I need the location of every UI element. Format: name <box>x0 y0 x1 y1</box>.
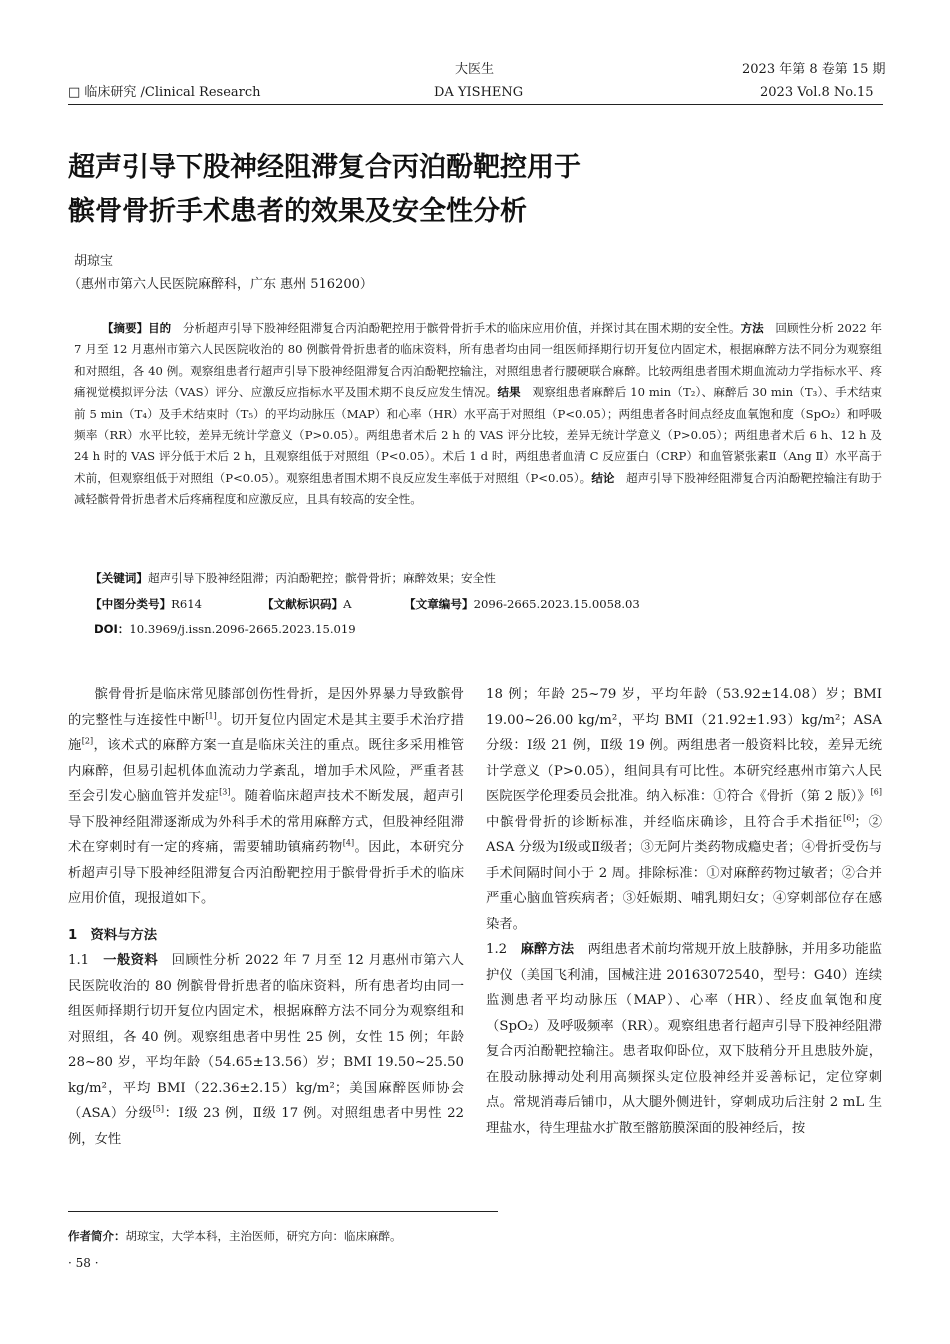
journal-name-cn: 大医生 <box>455 62 495 77</box>
continued-text-b: 中髌骨骨折的诊断标准，并经临床确诊，且符合手术指征 <box>486 814 844 830</box>
clc-value: R614 <box>171 597 203 611</box>
section-1-2-title: 麻醉方法 <box>520 942 575 957</box>
section-1-1-paragraph <box>68 948 464 1152</box>
methods-label: 方法 <box>740 321 764 335</box>
ref-2: [2] <box>81 736 94 746</box>
section-1-2-text: 两组患者术前均常规开放上肢静脉，并用多功能监护仪（美国飞利浦，国械注进 20163072540，型号：G40）连续监测患者平均动脉压（MAP）、心率（HR）、经皮血氧饱和度（SpO₂）及呼吸频率（RR）。观察组患者行超声引导下股神经阻滞复合丙泊酚靶控输注。患者取仰卧位，双下肢稍分开且患肢外旋，在股动脉搏动处利用高频探头定位股神经并妥善标记，定位穿刺点。常规消毒后铺巾，从大腿外侧进针，穿刺成功后注射 2 mL 生理盐水，待生理盐水扩散至髂筋膜深面的股神经后，按 <box>486 942 883 1136</box>
section-1-2-number: 1.2 <box>486 942 521 957</box>
title-line-1: 超声引导下股神经阻滞复合丙泊酚靶控用于 <box>68 152 581 183</box>
conclusion-label: 结论 <box>591 470 615 485</box>
ref-6b: [6] <box>843 813 855 823</box>
abstract <box>74 318 882 511</box>
ref-5: [5] <box>152 1104 164 1114</box>
affiliation: （惠州市第六人民医院麻醉科，广东 惠州 516200） <box>68 277 373 292</box>
results-label: 结果 <box>497 385 521 400</box>
section-1-1-title: 一般资料 <box>103 953 159 968</box>
author-note-label: 作者简介： <box>68 1229 126 1243</box>
body-right-column <box>486 682 882 1141</box>
doi <box>94 620 356 638</box>
issue-cn: 2023 年第 8 卷第 15 期 <box>742 62 886 77</box>
abstract-label: 【摘要】目的 <box>102 321 172 335</box>
journal-name-en: DA YISHENG <box>434 85 524 100</box>
section-1-2-paragraph <box>486 937 882 1141</box>
title-line-2: 髌骨骨折手术患者的效果及安全性分析 <box>68 196 527 227</box>
keywords-label: 【关键词】 <box>90 571 148 585</box>
section-1-heading: 1 资料与方法 <box>68 927 158 943</box>
doi-label: DOI： <box>94 622 130 636</box>
clc-label: 【中图分类号】 <box>90 597 172 611</box>
clc <box>90 595 202 613</box>
intro-text-3: ，该术式的麻醉方案一直是临床关注的重点。既往多采用椎管内麻醉，但易引起机体血流动力学紊乱，增加手术风险，严重者甚至会引发心脑血管并发症 <box>68 738 465 804</box>
footnote-rule <box>68 1211 498 1212</box>
abstract-objective: 分析超声引导下股神经阻滞复合丙泊酚靶控用于髌骨骨折手术的临床应用价值，并探讨其在围术期的安全性。 <box>182 321 741 335</box>
section-label: □ 临床研究 /Clinical Research <box>68 85 261 100</box>
doc-code-value: A <box>343 597 352 611</box>
continued-text-a: 18 例；年龄 25~79 岁，平均年龄（53.92±14.08）岁；BMI 19.00~26.00 kg/m²，平均 BMI（21.92±1.93）kg/m²；ASA 分级：Ⅰ级 21 例，Ⅱ级 19 例。两组患者一般资料比较，差异无统计学意义（P>0.05），组间具有可比性。本研究经惠州市第六人民医院医学伦理委员会批准。纳入标准：①符合《骨折（第 2 版）》 <box>486 687 882 804</box>
author: 胡琼宝 <box>74 254 114 269</box>
body-left-column <box>68 682 464 1152</box>
article-no-label: 【文章编号】 <box>404 597 474 611</box>
section-1-1-text-a: 回顾性分析 2022 年 7 月至 12 月惠州市第六人民医院收治的 80 例髌骨骨折患者的临床资料，所有患者均由同一组医师择期行切开复位内固定术，根据麻醉方法不同分为观察组和对照组，各 40 例。观察组患者中男性 25 例，女性 15 例；年龄 28~80 岁，平均年龄（54.65±13.56）岁；BMI 19.50~25.50 kg/m²，平均 BMI（22.36±2.15）kg/m²；美国麻醉医师协会（ASA）分级 <box>68 953 464 1121</box>
article-no-value: 2096-2665.2023.15.0058.03 <box>473 597 640 611</box>
continued-paragraph <box>486 682 882 937</box>
abstract-methods: 回顾性分析 2022 年 7 月至 12 月惠州市第六人民医院收治的 80 例髌骨骨折患者的临床资料，所有患者均由同一组医师择期行切开复位内固定术，根据麻醉方法不同分为观察组和对照组，各 40 例。观察组患者行超声引导下股神经阻滞复合丙泊酚靶控输注，对照组患者行腰硬联合麻醉。比较两组患者围术期血流动力学指标水平、疼痛视觉模拟评分法（VAS）评分、应激反应指标水平及围术期不良反应发生情况。 <box>74 321 882 400</box>
author-note-text: 胡琼宝，大学本科，主治医师，研究方向：临床麻醉。 <box>125 1229 402 1243</box>
intro-text-2: 。切开复位内固定术是其主要手术治疗措施 <box>68 712 465 753</box>
doi-value: 10.3969/j.issn.2096-2665.2023.15.019 <box>129 622 356 636</box>
document-code <box>262 595 352 613</box>
header-rule <box>68 104 883 105</box>
continued-text-c: ；② ASA 分级为Ⅰ级或Ⅱ级者；③无阿片类药物成瘾史者；④骨折受伤与手术间隔时间小于 2 周。排除标准：①对麻醉药物过敏者；②合并严重心脑血管疾病者；③妊娠期、哺乳期妇女；④穿刺部位存在感染者。 <box>486 814 883 932</box>
section-1-1-text-b: ：Ⅰ级 23 例，Ⅱ级 17 例。对照组患者中男性 22 例，女性 <box>68 1106 464 1147</box>
keywords <box>90 569 496 587</box>
intro-text-1: 髌骨骨折是临床常见膝部创伤性骨折，是因外界暴力导致髌骨的完整性与连接性中断 <box>68 687 464 728</box>
article-number <box>404 595 640 613</box>
issue-en: 2023 Vol.8 No.15 <box>760 85 874 100</box>
section-1-1-number: 1.1 <box>68 953 104 968</box>
ref-1: [1] <box>205 711 217 721</box>
page-number: · 58 · <box>68 1256 99 1270</box>
ref-3: [3] <box>219 787 231 797</box>
ref-4: [4] <box>342 838 355 848</box>
author-note <box>68 1228 402 1244</box>
abstract-conclusion: 超声引导下股神经阻滞复合丙泊酚靶控输注有助于减轻髌骨骨折患者术后疼痛程度和应激反应，且具有较高的安全性。 <box>74 470 882 507</box>
intro-text-5: 。因此，本研究分析超声引导下股神经阻滞复合丙泊酚靶控用于髌骨骨折手术的临床应用价值，现报道如下。 <box>68 840 465 906</box>
intro-text-4: 。随着临床超声技术不断发展，超声引导下股神经阻滞逐渐成为外科手术的常用麻醉方式，但股神经阻滞术在穿刺时有一定的疼痛，需要辅助镇痛药物 <box>68 789 465 855</box>
abstract-results: 观察组患者麻醉后 10 min（T₂）、麻醉后 30 min（T₃）、手术结束前 5 min（T₄）及手术结束时（T₅）的平均动脉压（MAP）和心率（HR）水平高于对照组（P<0.05）；两组患者各时间点经皮血氧饱和度（SpO₂）和呼吸频率（RR）水平比较，差异无统计学意义（P>0.05）。两组患者术后 2 h 的 VAS 评分比较，差异无统计学意义（P>0.05）；两组患者术后 6 h、12 h 及 24 h 时的 VAS 评分低于术后 2 h，且观察组低于对照组（P<0.05）。术后 1 d 时，两组患者血清 C 反应蛋白（CRP）和血管紧张素Ⅱ（Ang Ⅱ）水平高于术前，但观察组低于对照组（P<0.05）。观察组患者围术期不良反应发生率低于对照组（P<0.05）。 <box>74 385 882 485</box>
intro-paragraph <box>68 682 464 912</box>
keywords-text: 超声引导下股神经阻滞；丙泊酚靶控；髌骨骨折；麻醉效果；安全性 <box>147 571 496 585</box>
doc-code-label: 【文献标识码】 <box>262 597 344 611</box>
ref-6a: [6] <box>870 787 882 797</box>
